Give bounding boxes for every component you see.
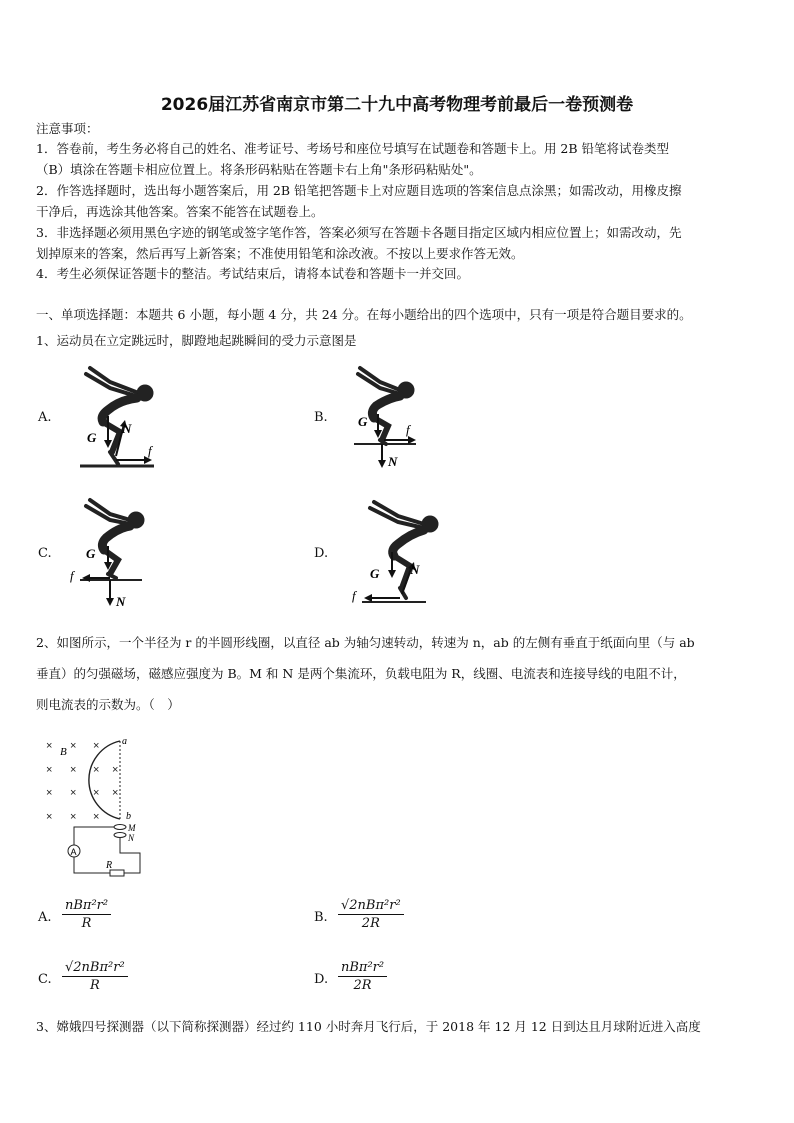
svg-text:G: G [358, 414, 368, 429]
svg-text:×: × [70, 787, 77, 799]
svg-text:×: × [112, 764, 119, 776]
q1-option-a-label: A. [38, 410, 52, 425]
q2-option-a-formula: nBπ²r² R [62, 898, 111, 933]
notice-line-4: 干净后，再选涂其他答案。答案不能答在试题卷上。 [36, 204, 324, 219]
q2-option-b-label: B. [314, 910, 328, 925]
svg-text:×: × [93, 787, 100, 799]
q1-option-d-label: D. [314, 546, 329, 561]
svg-text:×: × [46, 787, 53, 799]
svg-text:×: × [46, 811, 53, 823]
svg-text:N: N [128, 833, 135, 843]
svg-text:A: A [70, 847, 77, 857]
svg-text:f: f [148, 443, 152, 458]
question-1-stem: 1、运动员在立定跳远时，脚蹬地起跳瞬间的受力示意图是 [36, 333, 357, 348]
q1-option-c-label: C. [38, 546, 52, 561]
notice-line-7: 4．考生必须保证答题卡的整洁。考试结束后，请将本试卷和答题卡一并交回。 [36, 266, 469, 281]
svg-text:G: G [87, 430, 97, 445]
q1-figure-c [66, 494, 166, 614]
notice-line-5: 3．非选择题必须用黑色字迹的钢笔或签字笔作答，答案必须写在答题卡各题目指定区域内相应位置上；如需改动，先 [36, 225, 682, 240]
q1-option-b-label: B. [314, 410, 328, 425]
notice-line-3: 2．作答选择题时，选出每小题答案后，用 2B 铅笔把答题卡上对应题目选项的答案信息点涂黑；如需改动，用橡皮擦 [36, 183, 682, 198]
question-2-line-1: 2、如图所示，一个半径为 r 的半圆形线圈，以直径 ab 为轴匀速转动，转速为 n，ab 的左侧有垂直于纸面向里（与 ab [36, 635, 695, 650]
svg-text:×: × [46, 764, 53, 776]
q2-option-d-formula: nBπ²r² 2R [338, 960, 387, 995]
svg-text:×: × [93, 764, 100, 776]
svg-text:f: f [352, 588, 356, 603]
svg-text:N: N [116, 594, 126, 609]
svg-text:×: × [46, 740, 53, 752]
q1-figure-b [348, 360, 448, 472]
svg-text:G: G [370, 566, 380, 581]
q2-option-b-formula: √2nBπ²r² 2R [338, 898, 404, 933]
svg-text:B: B [60, 746, 67, 758]
notice-line-1: 1．答卷前，考生务必将自己的姓名、准考证号、考场号和座位号填写在试题卷和答题卡上。用 2B 铅笔将试卷类型 [36, 141, 670, 156]
q2-option-a-label: A. [38, 910, 52, 925]
notice-line-6: 划掉原来的答案，然后再写上新答案；不准使用铅笔和涂改液。不按以上要求作答无效。 [36, 246, 524, 261]
svg-text:f: f [70, 568, 74, 583]
svg-text:×: × [112, 787, 119, 799]
section-heading: 一、单项选择题：本题共 6 小题，每小题 4 分，共 24 分。在每小题给出的四个选项中，只有一项是符合题目要求的。 [36, 307, 692, 322]
q2-option-d-label: D. [314, 972, 329, 987]
svg-text:N: N [410, 562, 420, 577]
svg-text:×: × [70, 740, 77, 752]
q1-figure-a [70, 360, 170, 472]
notice-line-2: （B）填涂在答题卡相应位置上。将条形码粘贴在答题卡右上角"条形码粘贴处"。 [36, 162, 482, 177]
svg-text:×: × [93, 740, 100, 752]
q2-option-c-label: C. [38, 972, 52, 987]
svg-text:×: × [93, 811, 100, 823]
svg-text:a: a [122, 736, 127, 747]
question-2-line-2: 垂直）的匀强磁场，磁感应强度为 B。M 和 N 是两个集流环，负载电阻为 R，线圈、电流表和连接导线的电阻不计， [36, 666, 686, 681]
question-3-stem: 3、嫦娥四号探测器（以下简称探测器）经过约 110 小时奔月飞行后，于 2018 年 12 月 12 日到达且月球附近进入高度 [36, 1019, 701, 1034]
svg-text:f: f [406, 422, 410, 437]
page-title: 2026届江苏省南京市第二十九中高考物理考前最后一卷预测卷 [160, 95, 634, 115]
svg-text:G: G [86, 546, 96, 561]
q2-option-c-formula: √2nBπ²r² R [62, 960, 128, 995]
svg-text:R: R [106, 860, 113, 871]
svg-text:b: b [126, 811, 131, 822]
question-2-line-3: 则电流表的示数为。（ ） [36, 697, 180, 712]
svg-text:×: × [70, 811, 77, 823]
q2-circuit-figure [40, 733, 150, 881]
notice-heading: 注意事项： [36, 121, 99, 136]
svg-text:M: M [128, 823, 136, 833]
svg-text:N: N [122, 421, 132, 436]
svg-text:×: × [70, 764, 77, 776]
svg-text:N: N [388, 454, 398, 469]
q1-figure-d [344, 494, 454, 610]
